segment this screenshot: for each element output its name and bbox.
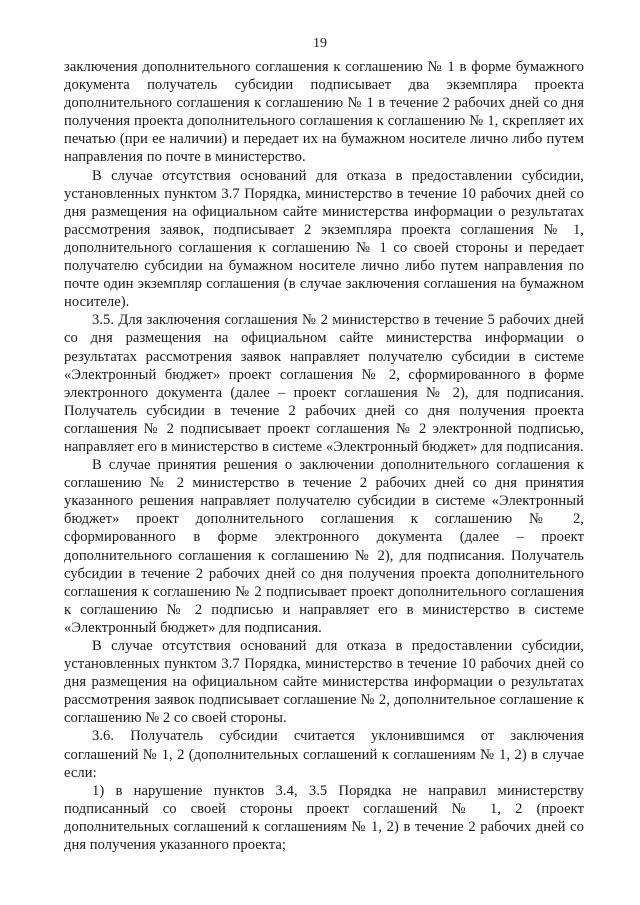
document-body	[64, 58, 584, 854]
paragraph-no-refusal-agreement-1: В случае отсутствия оснований для отказа в предоставлении субсидии, установленных пунктом 3.7 Порядка, министерство в течение 10 рабочих дней со дня размещения на официальном сайте министерства информации о результатах рассмотрения заявок, подписывает 2 экземпляра проекта соглашения № 1, дополнительного соглашения к соглашению № 1 со своей стороны и передает получателю субсидии на бумажном носителе лично либо путем направления по почте один экземпляр соглашения (в случае заключения соглашения на бумажном носителе).	[64, 167, 584, 311]
paragraph-clause-3-5: 3.5. Для заключения соглашения № 2 министерство в течение 5 рабочих дней со дня размещения на официальном сайте министерства информации о результатах рассмотрения заявок направляет получателю субсидии в системе «Электронный бюджет» проект соглашения № 2, сформированного в форме электронного документа (далее – проект соглашения № 2), для подписания. Получатель субсидии в течение 2 рабочих дней со дня получения проекта соглашения № 2 подписывает проект соглашения № 2 электронной подписью, направляет его в министерство в системе «Электронный бюджет» для подписания.	[64, 312, 584, 455]
paragraph-signing-paper-supplementary: заключения дополнительного соглашения к соглашению № 1 в форме бумажного документа получатель субсидии подписывает два экземпляра проекта дополнительного соглашения к соглашению № 1 в течение 2 рабочих дней со дня получения проекта дополнительного соглашения к соглашению № 1, скрепляет их печатью (при ее наличии) и передает их на бумажном носителе лично либо путем направления по почте в министерство.	[64, 59, 584, 166]
paragraph-no-refusal-agreement-2: В случае отсутствия оснований для отказа в предоставлении субсидии, установленных пунктом 3.7 Порядка, министерство в течение 10 рабочих дней со дня размещения на официальном сайте министерства информации о результатах рассмотрения заявок подписывает соглашение № 2, дополнительное соглашение к соглашению № 2 со своей стороны.	[64, 638, 584, 727]
page-number: 19	[313, 36, 327, 51]
paragraph-clause-3-6: 3.6. Получатель субсидии считается уклонившимся от заключения соглашений № 1, 2 (дополнительных соглашений к соглашениям № 1, 2) в случае если:	[64, 728, 584, 781]
paragraph-supplementary-agreement-2: В случае принятия решения о заключении дополнительного соглашения к соглашению № 2 министерство в течение 2 рабочих дней со дня принятия указанного решения направляет получателю субсидии в системе «Электронный бюджет» проект дополнительного соглашения к соглашению № 2, сформированного в форме электронного документа (далее – проект дополнительного соглашения к соглашению № 2), для подписания. Получатель субсидии в течение 2 рабочих дней со дня получения проекта дополнительного соглашения к соглашению № 2 подписывает проект дополнительного соглашения к соглашению № 2 подписью и направляет его в министерство в системе «Электронный бюджет» для подписания.	[64, 457, 584, 636]
paragraph-item-1: 1) в нарушение пунктов 3.4, 3.5 Порядка не направил министерству подписанный со своей стороны проект соглашений № 1, 2 (проект дополнительных соглашений к соглашениям № 1, 2) в течение 2 рабочих дней со дня получения указанного проекта;	[64, 782, 584, 854]
